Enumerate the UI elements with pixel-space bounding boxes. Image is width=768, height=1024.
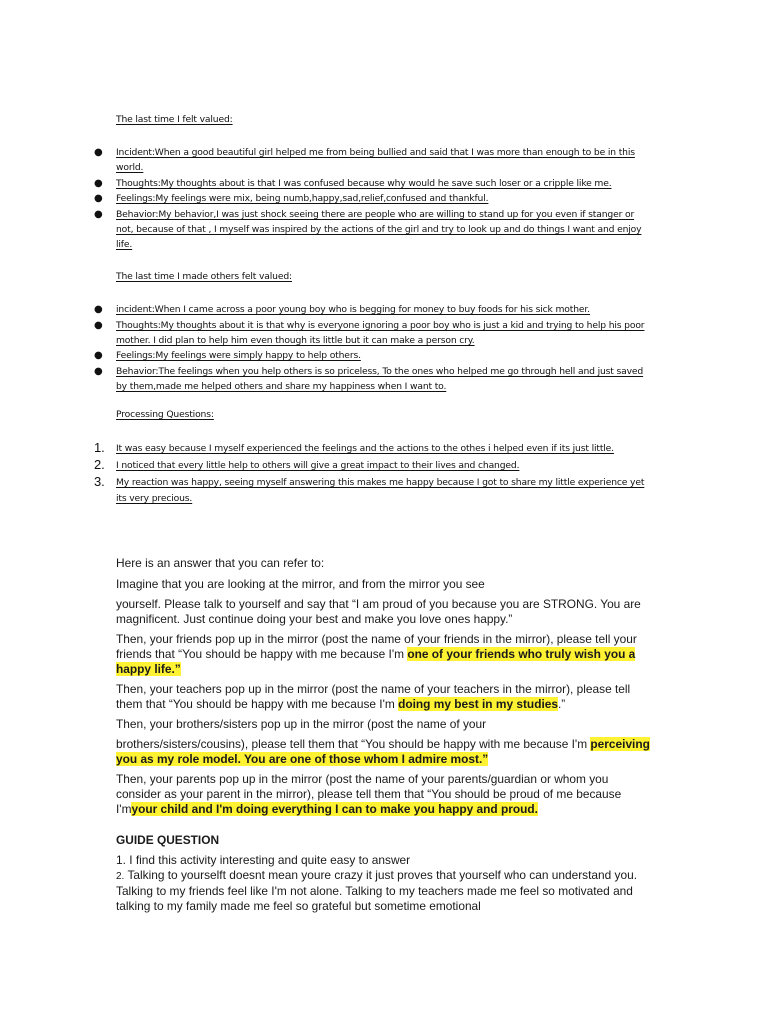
list-item: ● Feelings:My feelings were mix, being numb,happy,sad,relief,confused and thankful. [94, 193, 489, 204]
bullet-icon: ● [94, 350, 103, 361]
felt-valued-list [94, 145, 654, 252]
section-heading-made-others-valued: The last time I made others felt valued: [116, 271, 292, 282]
list-item: ● Thoughts:My thoughts about is that I was confused because why would he save such loser or a cripple like me. [94, 177, 612, 189]
list-number: 2. [94, 457, 105, 472]
list-item: 1. It was easy because I myself experienced the feelings and the actions to the othes i helped even if its just little. [94, 440, 614, 455]
list-item: ● Incident:When a good beautiful girl helped me from being bullied and said that I was more than enough to be in this world. [94, 147, 635, 173]
section-heading-felt-valued: The last time I felt valued: [116, 114, 233, 125]
bullet-icon: ● [94, 147, 103, 158]
list-number: 1. [94, 440, 105, 455]
bullet-icon: ● [94, 319, 103, 331]
answer-paragraph: Then, your friends pop up in the mirror (post the name of your friends in the mirror), please tell your friends that “You should be happy with me because I'm one of your friends who truly wish you a happy life.” [116, 632, 637, 676]
answer-paragraph: Then, your teachers pop up in the mirror (post the name of your teachers in the mirror), please tell them that “You should be happy with me because I'm doing my best in my studies.” [116, 682, 631, 711]
bullet-icon: ● [94, 365, 103, 377]
answer-section [116, 556, 656, 821]
guide-question-heading: GUIDE QUESTION [116, 833, 220, 847]
guide-answer-2: 2. Talking to yourselft doesnt mean youre crazy it just proves that yourself who can understand you. Talking to my friends feel like I'm not alone. Talking to my teachers made me feel so motivated and talking to my family made me feel so grateful but sometime emotional [116, 868, 638, 913]
bullet-icon: ● [94, 177, 103, 189]
list-item: ● Behavior:The feelings when you help others is so priceless, To the ones who helped me go through hell and just saved by them,made me helped others and share my happiness when I want to. [94, 365, 644, 392]
processing-questions-list [94, 441, 654, 508]
answer-paragraph: yourself. Please talk to yourself and say that “I am proud of you because you are STRONG. You are magnificent. Just continue doing your best and make you love ones happy.” [116, 597, 641, 626]
bullet-icon: ● [94, 304, 103, 315]
list-item: ● Feelings:My feelings were simply happy to help others. [94, 350, 361, 361]
guide-question-section [116, 833, 656, 914]
list-item: 3. My reaction was happy, seeing myself answering this makes me happy because I got to share my little experience yet its very precious. [94, 474, 645, 504]
bullet-icon: ● [94, 193, 103, 204]
answer-intro: Here is an answer that you can refer to: [116, 556, 325, 570]
made-others-valued-list [94, 302, 654, 394]
highlighted-text: your child and I'm doing everything I can to make you happy and proud. [131, 802, 538, 816]
answer-paragraph: brothers/sisters/cousins), please tell them that “You should be happy with me because I'm perceiving you as my role model. You are one of those whom I admire most.” [116, 737, 650, 766]
section-heading-processing-questions: Processing Questions: [116, 409, 214, 420]
answer-paragraph: Imagine that you are looking at the mirror, and from the mirror you see [116, 577, 485, 591]
highlighted-text: perceiving you as my role model. You are one of those whom I admire most.” [116, 737, 650, 766]
bullet-icon: ● [94, 208, 103, 220]
guide-answer-1: 1. I find this activity interesting and quite easy to answer [116, 853, 411, 867]
answer-paragraph: Then, your parents pop up in the mirror (post the name of your parents/guardian or whom you consider as your parent in the mirror), please tell them that “You should be proud of me because I'myour child and I'm doing everything I can to make you happy and proud. [116, 772, 622, 816]
list-number: 3. [94, 474, 105, 489]
list-item: ● Behavior:My behavior,I was just shock seeing there are people who are willing to stand up for you even if stanger or not, because of that , I myself was inspired by the actions of the girl and try to look up and do things I want and enjoy life. [94, 208, 642, 250]
list-item: ● Thoughts:My thoughts about it is that why is everyone ignoring a poor boy who is just a kid and trying to help his poor mother. I did plan to help him even though its little but it can make a person cry. [94, 319, 645, 346]
list-item: 2. I noticed that every little help to others will give a great impact to their lives and changed. [94, 457, 520, 472]
highlighted-text: doing my best in my studies [398, 697, 558, 711]
answer-paragraph: Then, your brothers/sisters pop up in the mirror (post the name of your [116, 717, 487, 731]
highlighted-text: one of your friends who truly wish you a happy life.” [116, 647, 636, 676]
list-item: ● incident:When I came across a poor young boy who is begging for money to buy foods for his sick mother. [94, 304, 590, 315]
